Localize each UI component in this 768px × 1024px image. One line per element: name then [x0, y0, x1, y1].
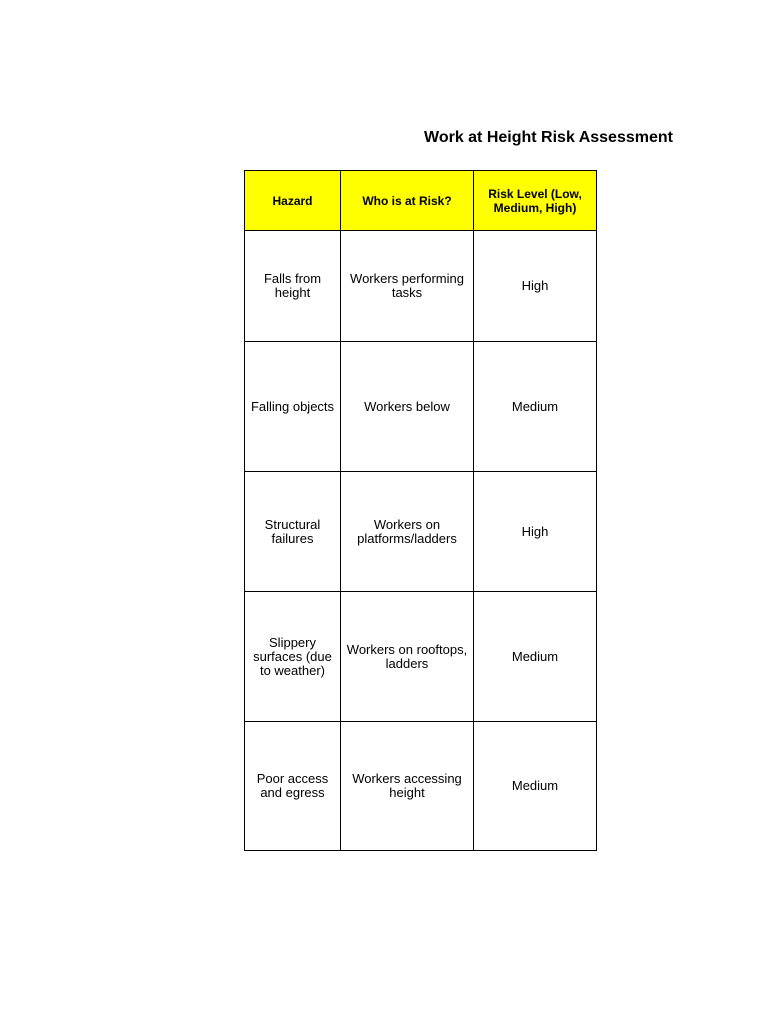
- table-row: [245, 342, 597, 472]
- table-row: [245, 592, 597, 722]
- document-title: Work at Height Risk Assessment: [424, 129, 673, 146]
- cell-who-is-at-risk: Workers performing tasks: [341, 231, 474, 342]
- table-row: [245, 231, 597, 342]
- cell-risk-level: High: [474, 472, 597, 592]
- risk-assessment-table: [244, 170, 597, 851]
- cell-who-is-at-risk: Workers on platforms/ladders: [341, 472, 474, 592]
- cell-hazard: Structural failures: [245, 472, 341, 592]
- cell-who-is-at-risk: Workers on rooftops, ladders: [341, 592, 474, 722]
- header-risk-level: Risk Level (Low, Medium, High): [474, 171, 597, 231]
- cell-hazard: Falls from height: [245, 231, 341, 342]
- cell-hazard: Poor access and egress: [245, 722, 341, 851]
- cell-risk-level: High: [474, 231, 597, 342]
- header-hazard: Hazard: [245, 171, 341, 231]
- table-header-row: [245, 171, 597, 231]
- cell-who-is-at-risk: Workers accessing height: [341, 722, 474, 851]
- cell-hazard: Slippery surfaces (due to weather): [245, 592, 341, 722]
- cell-risk-level: Medium: [474, 342, 597, 472]
- cell-risk-level: Medium: [474, 722, 597, 851]
- cell-who-is-at-risk: Workers below: [341, 342, 474, 472]
- title-container: [360, 126, 673, 152]
- cell-risk-level: Medium: [474, 592, 597, 722]
- header-who-is-at-risk: Who is at Risk?: [341, 171, 474, 231]
- cell-hazard: Falling objects: [245, 342, 341, 472]
- table-row: [245, 472, 597, 592]
- table-row: [245, 722, 597, 851]
